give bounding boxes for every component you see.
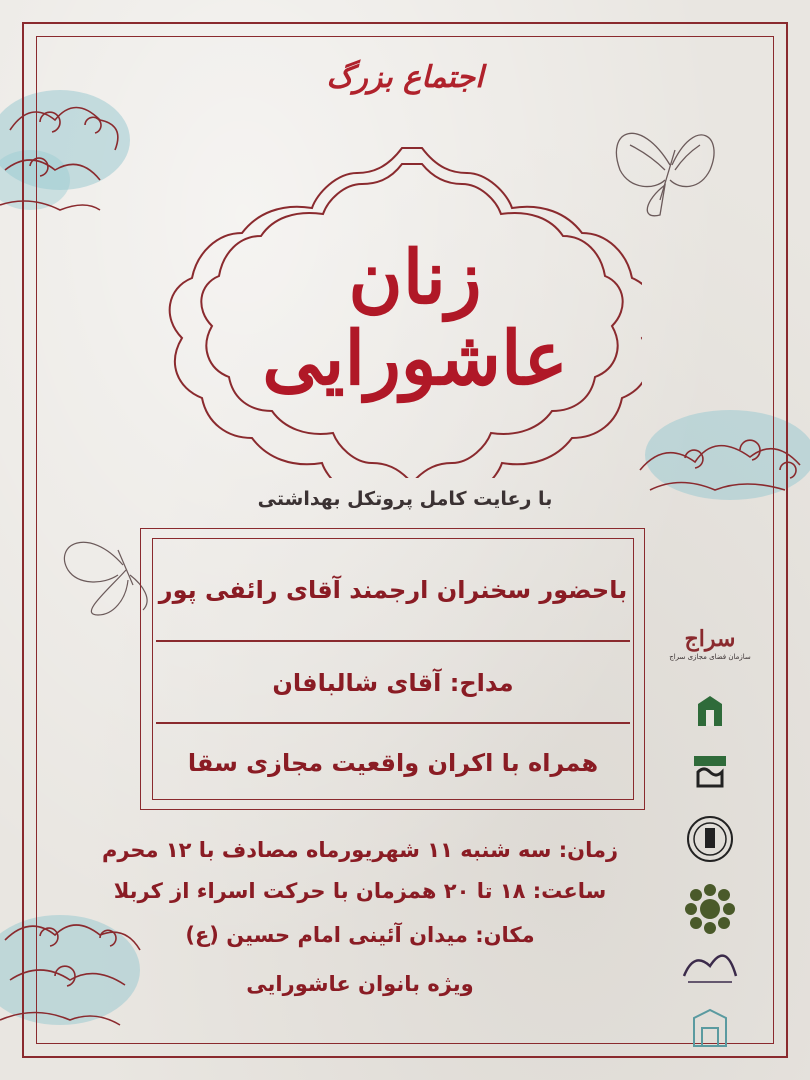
event-main-title: زنان عاشورایی <box>262 235 568 403</box>
speaker-line: باحضور سخنران ارجمند آقای رائفی پور <box>158 576 628 604</box>
seraj-logo-caption: سازمان فضای مجازی سراج <box>669 653 751 661</box>
event-time: ساعت: ۱۸ تا ۲۰ همزمان با حرکت اسراء از کربلا <box>113 879 607 903</box>
eulogist-line: مداح: آقای شالبافان <box>272 669 514 697</box>
seraj-logo <box>668 628 752 661</box>
organization-logo-5-icon <box>683 882 737 936</box>
organization-logo-3-icon <box>686 750 734 794</box>
organization-logo-6-icon <box>680 946 740 986</box>
seraj-logo-text: سراج <box>684 626 736 652</box>
organization-logo-4-icon <box>685 814 735 864</box>
health-protocol-note: با رعایت کامل پروتکل بهداشتی <box>257 488 553 510</box>
organization-logo-2-icon <box>690 692 730 732</box>
organization-logo-7-icon <box>688 1006 732 1050</box>
event-subtitle: اجتماع بزرگ <box>326 60 484 95</box>
event-place: مکان: میدان آئینی امام حسین (ع) <box>185 923 535 947</box>
screening-line: همراه با اکران واقعیت مجازی سقا <box>187 749 599 777</box>
program-divider <box>156 640 630 642</box>
event-date: زمان: سه شنبه ۱۱ شهریورماه مصادف با ۱۲ محرم <box>101 838 619 862</box>
program-divider <box>156 722 630 724</box>
sponsor-logos-column <box>668 628 752 1058</box>
event-audience: ویژه بانوان عاشورایی <box>246 972 474 996</box>
